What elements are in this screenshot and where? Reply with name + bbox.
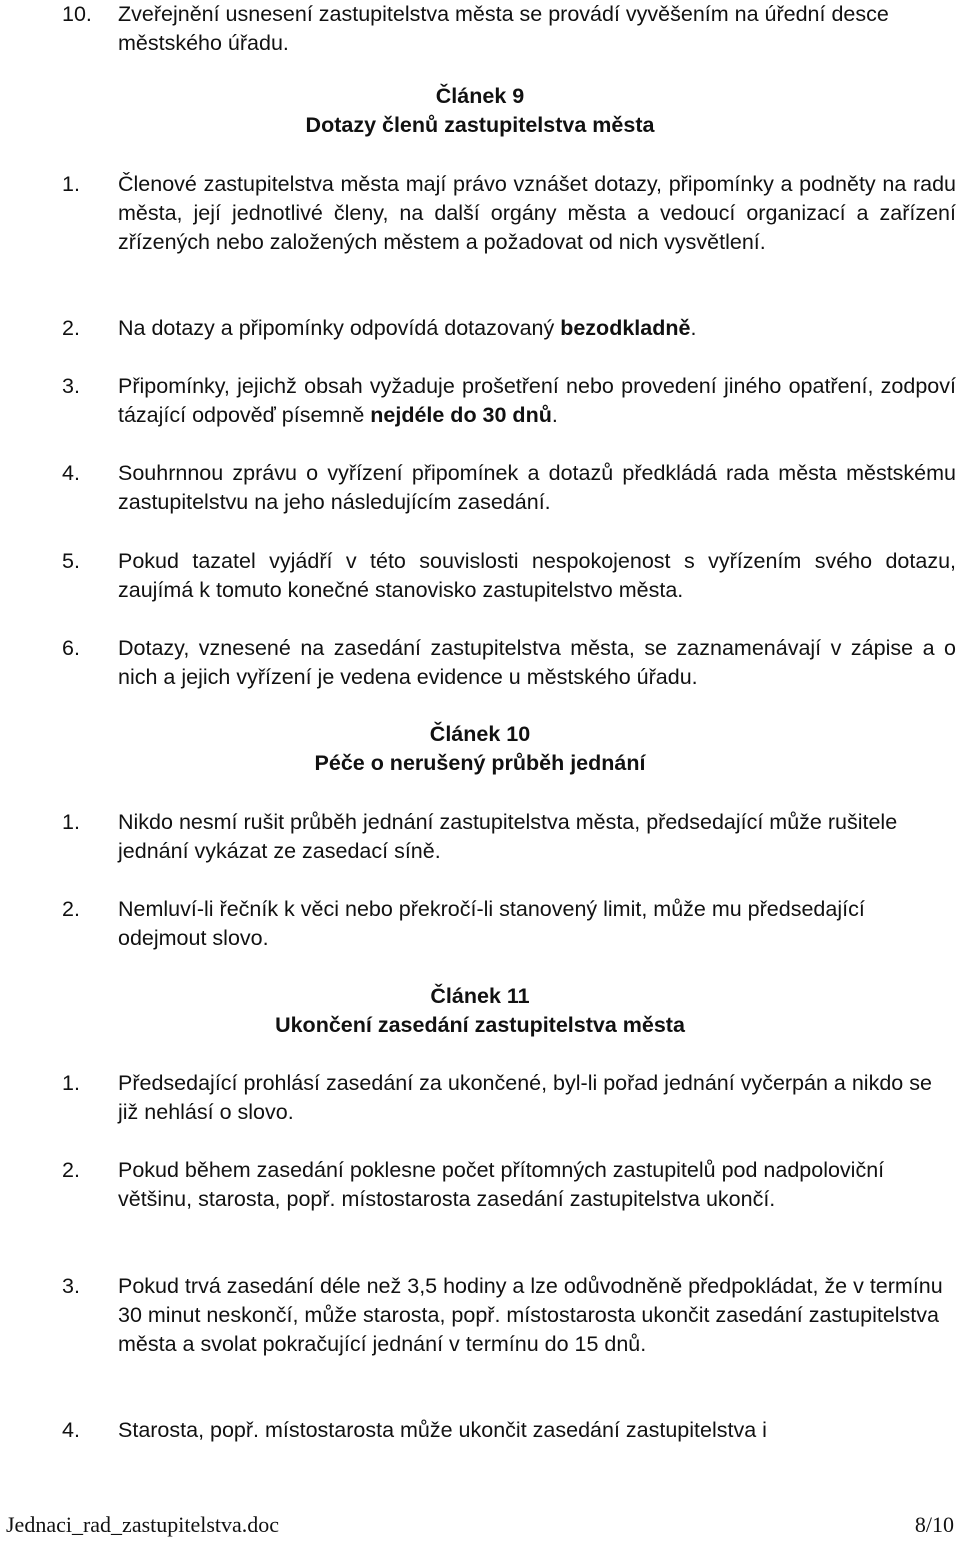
item-text: Na dotazy a připomínky odpovídá dotazovaný bezodkladně. [118, 316, 697, 340]
list-item [0, 634, 960, 692]
list-item [0, 459, 960, 517]
footer-filename: Jednaci_rad_zastupitelstva.doc [6, 1512, 280, 1537]
item-text: Nikdo nesmí rušit průběh jednání zastupitelstva města, předsedající může rušitele jednání vykázat ze zasedací síně. [118, 810, 898, 863]
article-subtitle: Dotazy členů zastupitelstva města [305, 113, 655, 137]
item-number: 3. [62, 374, 80, 398]
item-number: 4. [62, 1418, 80, 1442]
emphasis: nejdéle do 30 dnů [370, 403, 552, 427]
list-item [0, 1156, 960, 1214]
item-number: 4. [62, 461, 80, 485]
list-item [0, 895, 960, 953]
item-number: 5. [62, 549, 80, 573]
item-text: Zveřejnění usnesení zastupitelstva města se provádí vyvěšením na úřední desce městského úřadu. [118, 2, 889, 55]
list-item [0, 170, 960, 257]
article-subtitle: Péče o nerušený průběh jednání [314, 751, 646, 775]
list-item [0, 0, 960, 58]
item-text: Připomínky, jejichž obsah vyžaduje prošetření nebo provedení jiného opatření, zodpoví tázající odpověď písemně nejdéle do 30 dnů. [118, 374, 956, 427]
item-text: Dotazy, vznesené na zasedání zastupitelstva města, se zaznamenávají v zápise a o nich a jejich vyřízení je vedena evidence u městského úřadu. [118, 636, 956, 689]
item-text: Nemluví-li řečník k věci nebo překročí-li stanovený limit, může mu předsedající odejmout slovo. [118, 897, 865, 950]
item-text: Pokud trvá zasedání déle než 3,5 hodiny a lze odůvodněně předpokládat, že v termínu 30 minut neskončí, může starosta, popř. místostarosta ukončit zasedání zastupitelstva města a svolat pokračující jednání v termínu do 15 dnů. [118, 1274, 943, 1356]
article-title: Článek 9 [435, 84, 525, 108]
item-number: 2. [62, 1158, 80, 1182]
list-item [0, 372, 960, 430]
item-number: 1. [62, 810, 80, 834]
item-text: Členové zastupitelstva města mají právo vznášet dotazy, připomínky a podněty na radu města, její jednotlivé členy, na další orgány města a vedoucí organizací a zařízení zřízených nebo založených městem a požadovat od nich vysvětlení. [118, 172, 956, 254]
list-item [0, 314, 960, 343]
list-item [0, 1272, 960, 1359]
list-item [0, 1069, 960, 1127]
item-text: Pokud tazatel vyjádří v této souvislosti nespokojenost s vyřízením svého dotazu, zaujímá k tomuto konečné stanovisko zastupitelstvo města. [118, 549, 956, 602]
item-number: 10. [62, 2, 92, 26]
article-subtitle: Ukončení zasedání zastupitelstva města [275, 1013, 685, 1037]
list-item [0, 547, 960, 605]
item-text: Souhrnnou zprávu o vyřízení připomínek a dotazů předkládá rada města městskému zastupitelstvu na jeho následujícím zasedání. [118, 461, 956, 514]
item-text: Pokud během zasedání poklesne počet přítomných zastupitelů pod nadpoloviční většinu, starosta, popř. místostarosta zasedání zastupitelstva ukončí. [118, 1158, 885, 1211]
list-item [0, 808, 960, 866]
item-text: Starosta, popř. místostarosta může ukončit zasedání zastupitelstva i [118, 1418, 767, 1442]
article-title: Článek 10 [429, 722, 531, 746]
item-text: Předsedající prohlásí zasedání za ukončené, byl-li pořad jednání vyčerpán a nikdo se již nehlásí o slovo. [118, 1071, 932, 1124]
page-number: 8/10 [914, 1512, 954, 1537]
article-title: Článek 11 [430, 984, 530, 1008]
item-number: 1. [62, 1071, 80, 1095]
item-number: 2. [62, 897, 80, 921]
emphasis: bezodkladně [560, 316, 691, 340]
article-heading [0, 82, 960, 140]
article-heading [0, 720, 960, 778]
item-number: 3. [62, 1274, 80, 1298]
item-number: 6. [62, 636, 80, 660]
item-number: 1. [62, 172, 80, 196]
list-item [0, 1416, 960, 1445]
article-heading [0, 982, 960, 1040]
item-number: 2. [62, 316, 80, 340]
